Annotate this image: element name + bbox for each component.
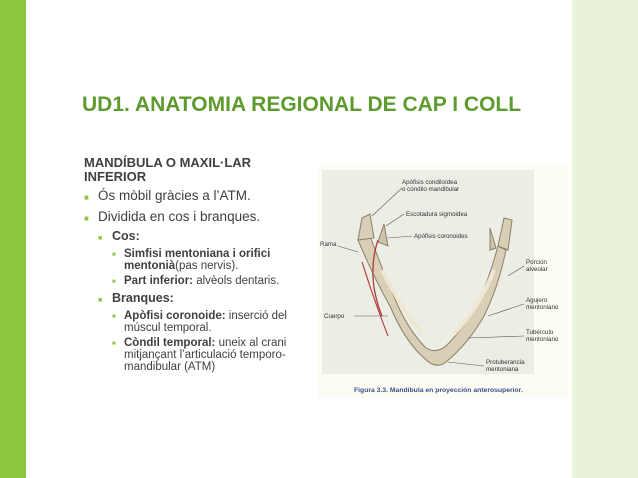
bullet-mobile-bone <box>84 187 316 206</box>
label-coronoid: Apófisis coronoides <box>414 233 468 240</box>
square-bullet-icon: ■ <box>84 214 89 223</box>
term-description: inserció del múscul temporal. <box>124 310 287 334</box>
bold-term: Apòfisi coronoide: <box>124 310 226 322</box>
bullet-text <box>124 310 316 334</box>
label-alveolar: Porción alveolar <box>526 259 548 273</box>
photo-backdrop <box>322 170 534 374</box>
section-heading: MANDÍBULA O MAXIL·LAR INFERIOR <box>84 155 252 184</box>
square-bullet-icon: ■ <box>112 252 116 258</box>
square-bullet-icon: ■ <box>112 279 116 285</box>
term-description: uneix al crani mitjançant l’articulació temporo-mandibular (ATM) <box>124 337 287 373</box>
bullet-branques <box>98 291 316 308</box>
mandible-figure <box>318 166 568 398</box>
right-decorative-panel <box>572 0 638 478</box>
bullet-simfisi <box>112 248 316 272</box>
bullet-divided <box>84 208 316 227</box>
figure-caption: Figura 3.3. Mandíbula en proyección anterosuperior. <box>354 387 523 394</box>
slide-title: UD1. ANATOMIA REGIONAL DE CAP I COLL <box>82 93 522 116</box>
bullet-text <box>124 337 316 373</box>
bold-term: Simfisi mentoniana i orifici mentonià <box>124 248 271 272</box>
left-accent-band <box>0 0 26 478</box>
slide-body <box>84 156 316 376</box>
bullet-condil <box>112 337 316 373</box>
bullet-cos <box>98 229 316 246</box>
square-bullet-icon: ■ <box>98 297 103 304</box>
bullet-text <box>124 275 279 288</box>
label-notch: Escotadura sigmoidea <box>406 211 468 218</box>
bold-term: Part inferior: <box>124 275 194 287</box>
bullet-text: Ós mòbil gràcies a l’ATM. <box>98 188 251 203</box>
term-description: alvèols dentaris. <box>193 275 280 287</box>
label-protuberance: Protuberancia mentoniana <box>486 359 525 373</box>
term-description: (pas nervis). <box>175 260 239 272</box>
square-bullet-icon: ■ <box>98 235 103 242</box>
square-bullet-icon: ■ <box>84 193 89 202</box>
square-bullet-icon: ■ <box>112 341 116 347</box>
label-condylar: Apófisis condiloídea o cóndilo mandibular <box>402 179 460 193</box>
bullet-apofisi <box>112 310 316 334</box>
bullet-text <box>124 248 316 272</box>
label-rama: Rama <box>320 241 337 248</box>
bullet-text: Dividida en cos i branques. <box>98 209 261 224</box>
label-tubercle: Tubérculo mentoniano <box>526 329 559 343</box>
bullet-part-inferior <box>112 275 316 288</box>
label-foramen: Agujero mentoniano <box>526 297 559 311</box>
label-cuerpo: Cuerpo <box>324 313 345 320</box>
cos-label: Cos: <box>112 229 140 243</box>
square-bullet-icon: ■ <box>112 314 116 320</box>
branques-label: Branques: <box>112 291 174 305</box>
bold-term: Còndil temporal: <box>124 337 216 349</box>
